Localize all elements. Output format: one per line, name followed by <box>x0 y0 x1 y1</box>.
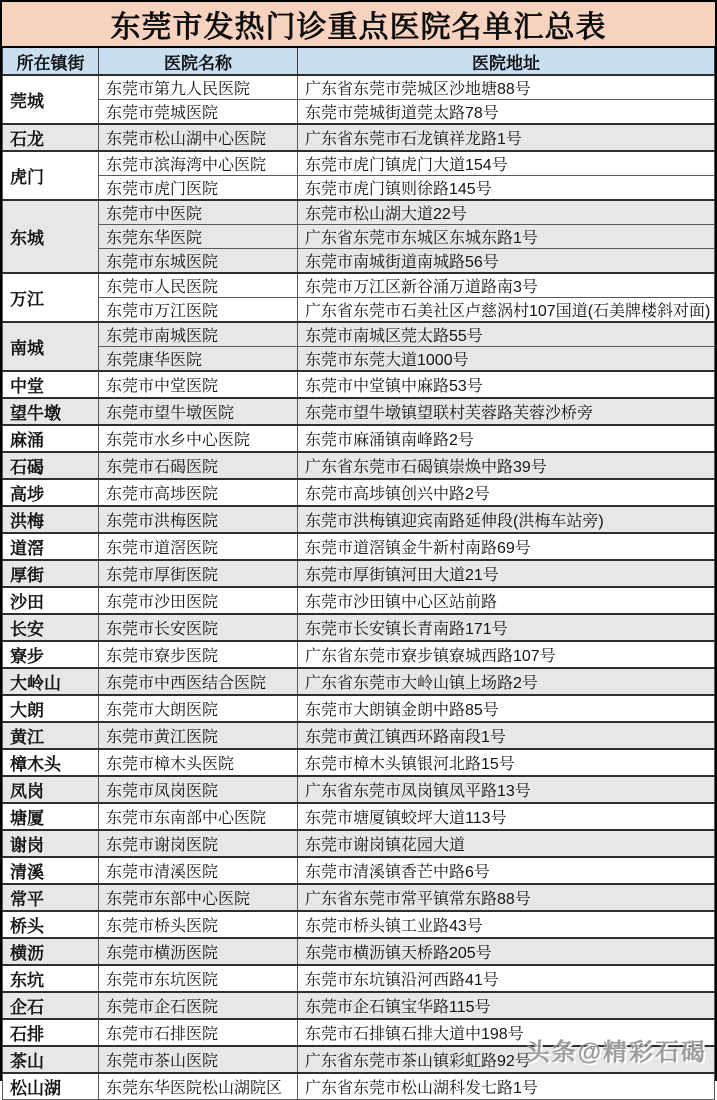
hospital-name-cell: 东莞市中医院 <box>99 200 298 225</box>
hospital-name-cell: 东莞东华医院 <box>99 225 298 249</box>
hospital-name-cell: 东莞市第九人民医院 <box>99 75 298 100</box>
table-row <box>3 641 715 668</box>
town-cell: 樟木头 <box>3 749 99 776</box>
hospital-address-cell: 东莞市樟木头镇银河北路15号 <box>298 749 715 776</box>
table-row <box>3 124 715 151</box>
town-cell: 茶山 <box>3 1046 99 1073</box>
table-row <box>3 560 715 587</box>
hospital-address-cell: 东莞市长安镇长青南路171号 <box>298 614 715 641</box>
hospital-name-cell: 东莞市中堂医院 <box>99 371 298 398</box>
hospital-name-cell: 东莞市寮步医院 <box>99 641 298 668</box>
hospital-address-cell: 东莞市横沥镇天桥路205号 <box>298 938 715 965</box>
hospital-address-cell: 东莞市麻涌镇南峰路2号 <box>298 425 715 452</box>
town-cell: 大岭山 <box>3 668 99 695</box>
hospital-name-cell: 东莞市东南部中心医院 <box>99 803 298 830</box>
table-row <box>3 176 715 201</box>
town-cell: 万江 <box>3 273 99 322</box>
table-row <box>3 1046 715 1073</box>
hospital-address-cell: 东莞市沙田镇中心区站前路 <box>298 587 715 614</box>
town-cell: 石龙 <box>3 124 99 151</box>
table-row <box>3 776 715 803</box>
hospital-address-cell: 东莞市南城街道南城路56号 <box>298 249 715 274</box>
hospital-address-cell: 东莞市黄江镇西环路南段1号 <box>298 722 715 749</box>
town-cell: 长安 <box>3 614 99 641</box>
hospital-name-cell: 东莞市桥头医院 <box>99 911 298 938</box>
table-row <box>3 749 715 776</box>
table-row <box>3 722 715 749</box>
hospital-name-cell: 东莞市中西医结合医院 <box>99 668 298 695</box>
table-row <box>3 398 715 425</box>
table-row <box>3 830 715 857</box>
table-row <box>3 695 715 722</box>
town-cell: 石排 <box>3 1019 99 1046</box>
column-header-name: 医院名称 <box>99 48 298 75</box>
hospital-address-cell: 东莞市塘厦镇蛟坪大道113号 <box>298 803 715 830</box>
hospital-address-cell: 广东省东莞市石龙镇祥龙路1号 <box>298 124 715 151</box>
hospital-address-cell: 东莞市虎门镇虎门大道154号 <box>298 151 715 176</box>
hospital-address-cell: 东莞市道滘镇金牛新村南路69号 <box>298 533 715 560</box>
town-cell: 常平 <box>3 884 99 911</box>
table-row <box>3 992 715 1019</box>
table-row <box>3 151 715 176</box>
table-row <box>3 938 715 965</box>
town-cell: 东坑 <box>3 965 99 992</box>
hospital-address-cell: 广东省东莞市石碣镇崇焕中路39号 <box>298 452 715 479</box>
hospital-address-cell: 广东省东莞市茶山镇彩虹路92号 <box>298 1046 715 1073</box>
hospital-name-cell: 东莞市万江医院 <box>99 298 298 323</box>
hospital-name-cell: 东莞康华医院 <box>99 347 298 372</box>
hospital-address-cell: 东莞市企石镇宝华路115号 <box>298 992 715 1019</box>
hospital-address-cell: 广东省东莞市大岭山镇上场路2号 <box>298 668 715 695</box>
town-cell: 厚街 <box>3 560 99 587</box>
hospital-name-cell: 东莞市东城医院 <box>99 249 298 274</box>
town-cell: 黄江 <box>3 722 99 749</box>
hospital-address-cell: 广东省东莞市石美社区卢慈涡村107国道(石美牌楼斜对面) <box>298 298 715 323</box>
hospital-address-cell: 东莞市望牛墩镇望联村芙蓉路芙蓉沙桥旁 <box>298 398 715 425</box>
town-cell: 道滘 <box>3 533 99 560</box>
hospital-address-cell: 东莞市中堂镇中麻路53号 <box>298 371 715 398</box>
hospital-address-cell: 东莞市厚街镇河田大道21号 <box>298 560 715 587</box>
hospital-name-cell: 东莞市清溪医院 <box>99 857 298 884</box>
hospital-name-cell: 东莞市松山湖中心医院 <box>99 124 298 151</box>
header-row <box>3 48 715 75</box>
hospital-name-cell: 东莞市企石医院 <box>99 992 298 1019</box>
table-row <box>3 452 715 479</box>
hospital-name-cell: 东莞东华医院松山湖院区 <box>99 1073 298 1100</box>
table-row <box>3 249 715 274</box>
page-title: 东莞市发热门诊重点医院名单汇总表 <box>2 2 715 48</box>
hospital-address-cell: 广东省东莞市莞城区沙地塘88号 <box>298 75 715 100</box>
hospital-name-cell: 东莞市莞城医院 <box>99 100 298 125</box>
hospital-address-cell: 东莞市松山湖大道22号 <box>298 200 715 225</box>
town-cell: 莞城 <box>3 75 99 124</box>
hospital-name-cell: 东莞市厚街医院 <box>99 560 298 587</box>
town-cell: 望牛墩 <box>3 398 99 425</box>
hospital-address-cell: 东莞市洪梅镇迎宾南路延伸段(洪梅车站旁) <box>298 506 715 533</box>
hospital-name-cell: 东莞市南城医院 <box>99 322 298 347</box>
table-row <box>3 298 715 323</box>
hospital-address-cell: 东莞市高埗镇创兴中路2号 <box>298 479 715 506</box>
table-row <box>3 614 715 641</box>
hospital-name-cell: 东莞市水乡中心医院 <box>99 425 298 452</box>
town-cell: 洪梅 <box>3 506 99 533</box>
hospital-address-cell: 广东省东莞市松山湖科发七路1号 <box>298 1073 715 1100</box>
table-header <box>3 48 715 75</box>
town-cell: 企石 <box>3 992 99 1019</box>
hospital-address-cell: 广东省东莞市寮步镇寮城西路107号 <box>298 641 715 668</box>
town-cell: 寮步 <box>3 641 99 668</box>
table-row <box>3 1019 715 1046</box>
column-header-address: 医院地址 <box>298 48 715 75</box>
hospital-name-cell: 东莞市滨海湾中心医院 <box>99 151 298 176</box>
hospital-name-cell: 东莞市人民医院 <box>99 273 298 298</box>
hospital-name-cell: 东莞市石碣医院 <box>99 452 298 479</box>
town-cell: 麻涌 <box>3 425 99 452</box>
table-row <box>3 347 715 372</box>
hospital-name-cell: 东莞市石排医院 <box>99 1019 298 1046</box>
town-cell: 大朗 <box>3 695 99 722</box>
hospital-name-cell: 东莞市东坑医院 <box>99 965 298 992</box>
hospital-name-cell: 东莞市谢岗医院 <box>99 830 298 857</box>
hospital-address-cell: 东莞市石排镇石排大道中198号 <box>298 1019 715 1046</box>
table-row <box>3 911 715 938</box>
hospital-name-cell: 东莞市凤岗医院 <box>99 776 298 803</box>
hospital-address-cell: 东莞市谢岗镇花园大道 <box>298 830 715 857</box>
hospital-address-cell: 东莞市大朗镇金朗中路85号 <box>298 695 715 722</box>
town-cell: 虎门 <box>3 151 99 200</box>
table-row <box>3 1073 715 1100</box>
table-row <box>3 75 715 100</box>
hospital-address-cell: 东莞市清溪镇香芒中路6号 <box>298 857 715 884</box>
hospital-address-cell: 东莞市南城区莞太路55号 <box>298 322 715 347</box>
town-cell: 东城 <box>3 200 99 273</box>
town-cell: 中堂 <box>3 371 99 398</box>
watermark: 头条@精彩石碣 <box>525 1039 707 1066</box>
town-cell: 塘厦 <box>3 803 99 830</box>
hospital-address-cell: 东莞市桥头镇工业路43号 <box>298 911 715 938</box>
hospital-name-cell: 东莞市茶山医院 <box>99 1046 298 1073</box>
table-row <box>3 965 715 992</box>
hospital-name-cell: 东莞市道滘医院 <box>99 533 298 560</box>
town-cell: 横沥 <box>3 938 99 965</box>
table-row <box>3 100 715 125</box>
hospital-address-cell: 东莞市莞城街道莞太路78号 <box>298 100 715 125</box>
town-cell: 凤岗 <box>3 776 99 803</box>
town-cell: 清溪 <box>3 857 99 884</box>
hospital-table-body <box>3 75 715 1100</box>
hospital-name-cell: 东莞市樟木头医院 <box>99 749 298 776</box>
hospital-address-cell: 东莞市东坑镇沿河西路41号 <box>298 965 715 992</box>
hospital-address-cell: 东莞市东莞大道1000号 <box>298 347 715 372</box>
table-row <box>3 857 715 884</box>
table-row <box>3 200 715 225</box>
hospital-address-cell: 东莞市万江区新谷涌万道路南3号 <box>298 273 715 298</box>
table-row <box>3 225 715 249</box>
table-row <box>3 479 715 506</box>
hospital-address-cell: 广东省东莞市凤岗镇凤平路13号 <box>298 776 715 803</box>
town-cell: 石碣 <box>3 452 99 479</box>
town-cell: 桥头 <box>3 911 99 938</box>
table-row <box>3 273 715 298</box>
hospital-address-cell: 东莞市虎门镇则徐路145号 <box>298 176 715 201</box>
table-row <box>3 425 715 452</box>
town-cell: 高埗 <box>3 479 99 506</box>
hospital-address-cell: 广东省东莞市常平镇常东路88号 <box>298 884 715 911</box>
table-row <box>3 587 715 614</box>
table-row <box>3 506 715 533</box>
table-row <box>3 884 715 911</box>
hospital-table <box>2 48 715 1100</box>
hospital-name-cell: 东莞市东部中心医院 <box>99 884 298 911</box>
town-cell: 南城 <box>3 322 99 371</box>
hospital-name-cell: 东莞市横沥医院 <box>99 938 298 965</box>
hospital-name-cell: 东莞市黄江医院 <box>99 722 298 749</box>
table-row <box>3 371 715 398</box>
hospital-name-cell: 东莞市大朗医院 <box>99 695 298 722</box>
hospital-name-cell: 东莞市沙田医院 <box>99 587 298 614</box>
table-row <box>3 322 715 347</box>
hospital-name-cell: 东莞市长安医院 <box>99 614 298 641</box>
town-cell: 松山湖 <box>3 1073 99 1100</box>
table-row <box>3 803 715 830</box>
town-cell: 沙田 <box>3 587 99 614</box>
table-row <box>3 668 715 695</box>
column-header-town: 所在镇街 <box>3 48 99 75</box>
town-cell: 谢岗 <box>3 830 99 857</box>
hospital-address-cell: 广东省东莞市东城区东城东路1号 <box>298 225 715 249</box>
hospital-name-cell: 东莞市望牛墩医院 <box>99 398 298 425</box>
table-row <box>3 533 715 560</box>
hospital-name-cell: 东莞市虎门医院 <box>99 176 298 201</box>
hospital-name-cell: 东莞市洪梅医院 <box>99 506 298 533</box>
hospital-name-cell: 东莞市高埗医院 <box>99 479 298 506</box>
